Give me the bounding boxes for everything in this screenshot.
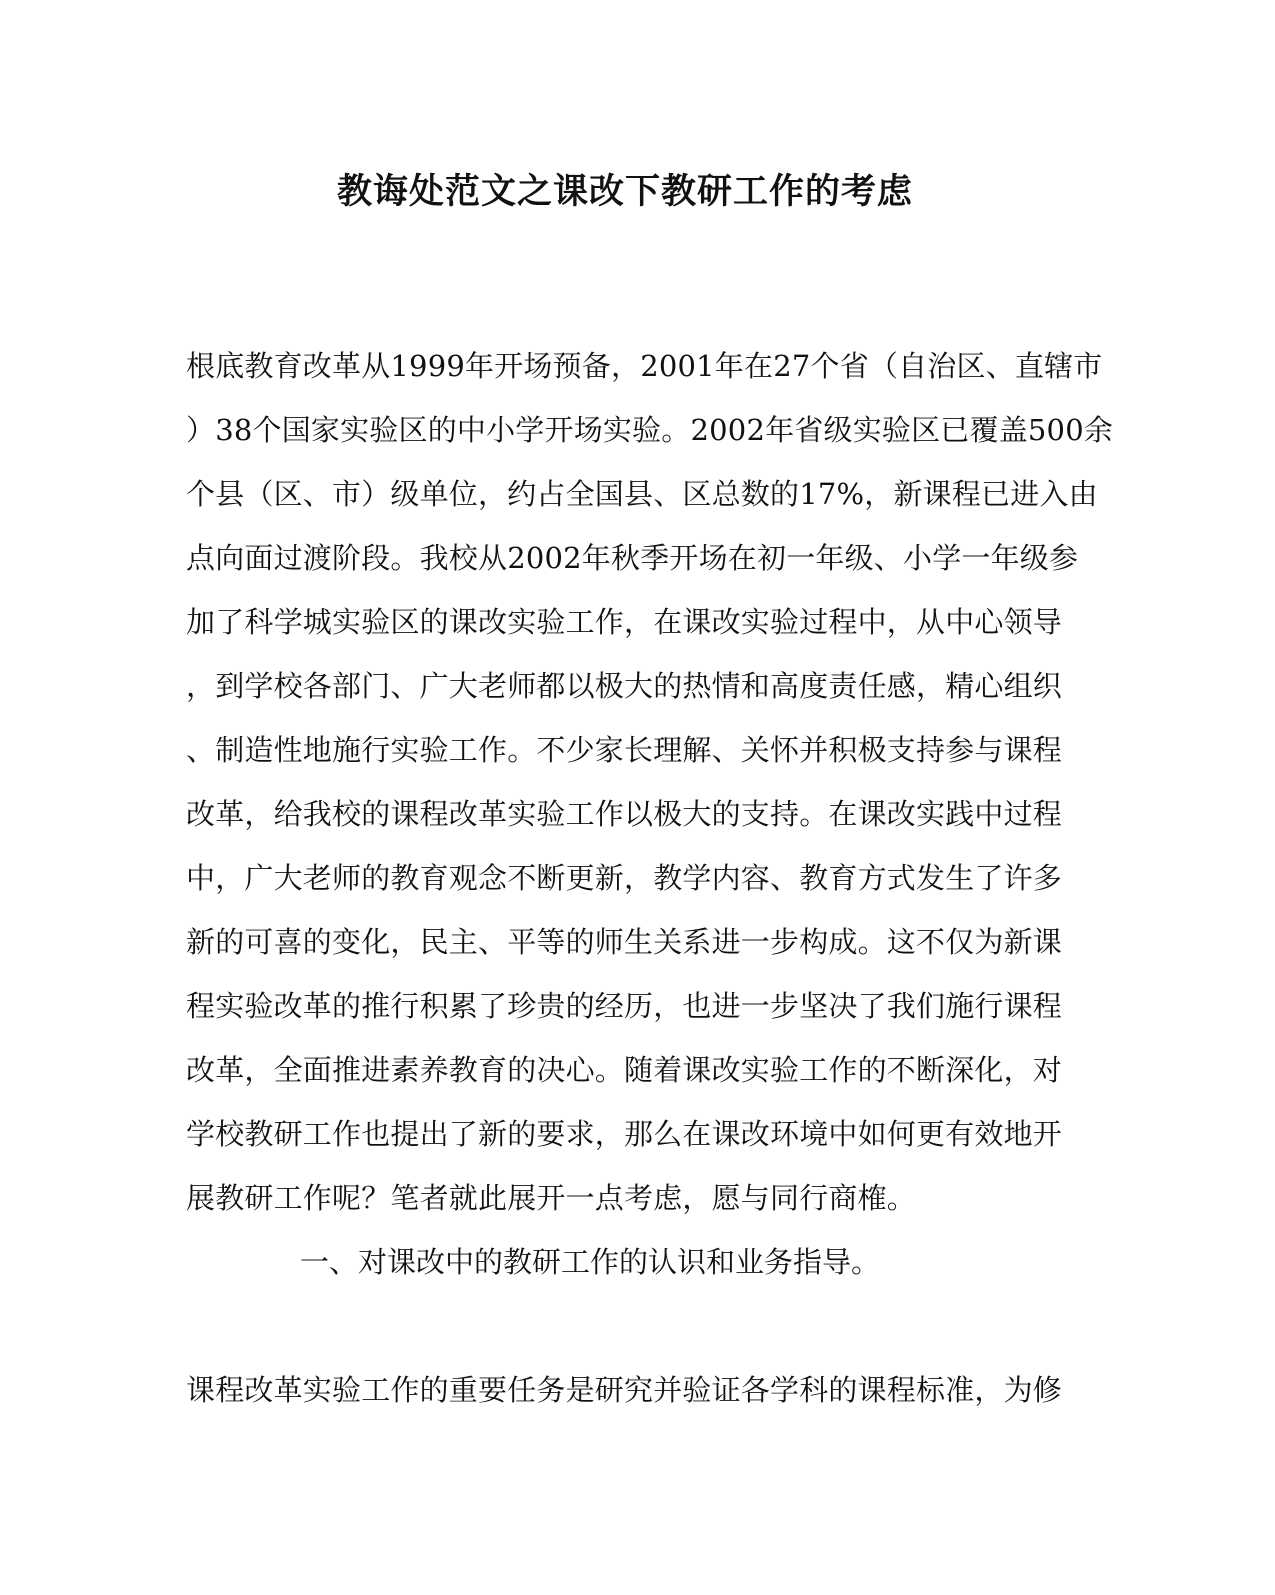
paragraph-line: 根底教育改革从1999年开场预备，2001年在27个省（自治区、直辖市 [186, 349, 1103, 383]
paragraph-line: 新的可喜的变化，民主、平等的师生关系进一步构成。这不仅为新课 [186, 925, 1063, 959]
paragraph-line: 展教研工作呢？笔者就此展开一点考虑，愿与同行商榷。 [186, 1181, 917, 1215]
paragraph-line: ，到学校各部门、广大老师都以极大的热情和高度责任感，精心组织 [186, 669, 1063, 703]
paragraph-line: 课程改革实验工作的重要任务是研究并验证各学科的课程标准，为修 [186, 1373, 1063, 1407]
paragraph-line: 个县（区、市）级单位，约占全国县、区总数的17%，新课程已进入由 [186, 477, 1098, 511]
paragraph-line: 改革，给我校的课程改革实验工作以极大的支持。在课改实践中过程 [186, 797, 1063, 831]
paragraph-line: 学校教研工作也提出了新的要求，那么在课改环境中如何更有效地开 [186, 1117, 1063, 1151]
paragraph-line: 点向面过渡阶段。我校从2002年秋季开场在初一年级、小学一年级参 [186, 541, 1079, 575]
document-title: 教诲处范文之课改下教研工作的考虑 [336, 171, 913, 212]
paragraph-line: ）38个国家实验区的中小学开场实验。2002年省级实验区已覆盖500余 [186, 413, 1114, 447]
paragraph-line: 改革，全面推进素养教育的决心。随着课改实验工作的不断深化，对 [186, 1053, 1063, 1087]
paragraph-line: 、制造性地施行实验工作。不少家长理解、关怀并积极支持参与课程 [186, 733, 1063, 767]
paragraph-line: 程实验改革的推行积累了珍贵的经历，也进一步坚决了我们施行课程 [186, 989, 1063, 1023]
section-heading: 一、对课改中的教研工作的认识和业务指导。 [300, 1245, 881, 1279]
paragraph-line: 加了科学城实验区的课改实验工作，在课改实验过程中，从中心领导 [186, 605, 1063, 639]
paragraph-line: 中，广大老师的教育观念不断更新，教学内容、教育方式发生了许多 [186, 861, 1063, 895]
